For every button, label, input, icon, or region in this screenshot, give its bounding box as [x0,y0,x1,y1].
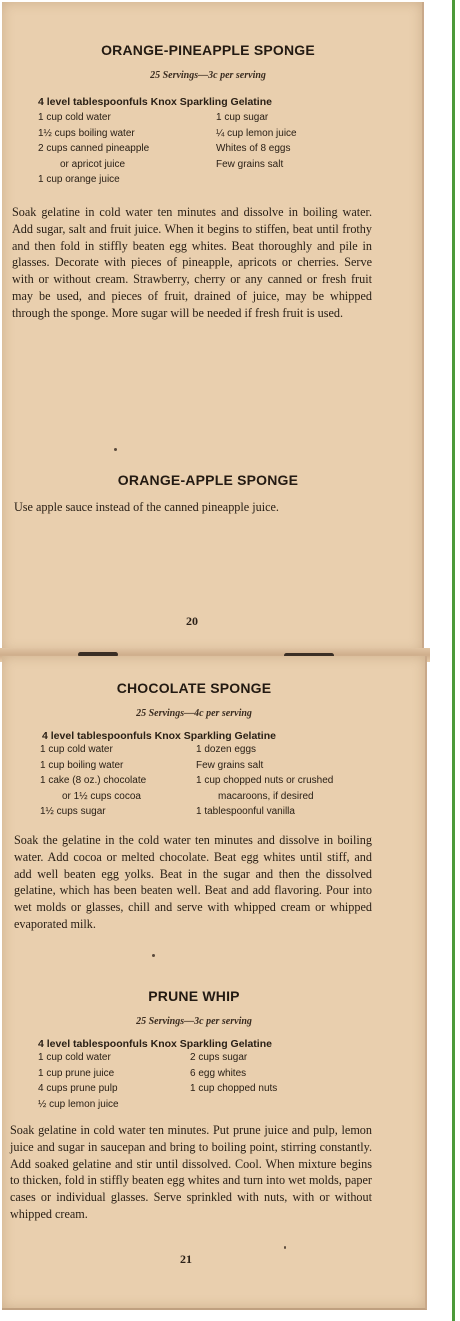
ingredient: 2 cups sugar [190,1052,248,1063]
ingredient: ¼ cup lemon juice [216,127,297,139]
page-number: 20 [186,614,198,628]
ingredient: Whites of 8 eggs [216,143,291,154]
ingredient: 6 egg whites [190,1067,247,1079]
ingredient: 1 cup prune juice [38,1067,115,1079]
page-20 [2,2,424,652]
speck [114,448,117,451]
ingredient: 1 cup sugar [216,112,269,123]
ingredient: ½ cup lemon juice [38,1098,119,1110]
ingredient: macaroons, if desired [218,790,314,802]
ingredient: 1 cup chopped nuts [190,1083,278,1094]
ingredient: 1½ cups boiling water [38,127,135,139]
ingredient: 1 cup cold water [38,1052,111,1063]
recipe-directions: Soak gelatine in cold water ten minutes. Put prune juice and pulp, lemon juice and sugar in saucepan and bring to boiling point, stirring constantly. Add soaked gelatine and stir until dissolved. Cool. When mixture begins to thicken, fold in stiffly beaten egg whites and turn into wet molds, paper cases or individual glasses. Serve sprinkled with nuts, with or without whipped cream. [10,1123,372,1221]
ingredient: 1½ cups sugar [40,806,106,817]
ingredients-left [40,742,146,820]
recipe-servings: 25 Servings—3c per serving [150,70,266,81]
ingredient: 1 cup chopped nuts or crushed [196,775,334,786]
ingredient: or apricot juice [60,158,126,170]
ingredients-right [216,110,297,172]
recipe-title: ORANGE-PINEAPPLE SPONGE [101,42,315,58]
gelatine-line: 4 level tablespoonfuls Knox Sparkling Gelatine [38,96,272,108]
speck [284,1246,286,1249]
recipe-servings: 25 Servings—4c per serving [136,708,252,719]
recipe-directions: Soak the gelatine in the cold water ten minutes and dissolve in boiling water. Add cocoa or melted chocolate. Beat egg whites until stiff, and add well beaten egg yolks. Beat in the sugar and then the dissolved gelatine, which has been beaten well. Beat and add flavoring. Pour into wet molds or glasses, chill and serve with whipped cream or whipped evaporated milk. [14,833,372,931]
speck [152,954,155,957]
border-rule [452,0,455,1321]
ingredient: 2 cups canned pineapple [38,143,150,154]
ingredient: Few grains salt [196,759,264,771]
ingredients-left [38,1050,119,1112]
recipe-title: PRUNE WHIP [148,988,240,1004]
page-number: 21 [180,1252,192,1266]
ingredients-right [190,1050,277,1097]
ingredient: 1 cup orange juice [38,174,120,185]
ingredient: Few grains salt [216,158,284,170]
recipe-title: CHOCOLATE SPONGE [116,680,272,696]
page-21 [2,656,427,1310]
recipe-directions: Use apple sauce instead of the canned pineapple juice. [14,500,279,514]
ingredient: 1 dozen eggs [196,744,257,755]
ingredient: 1 cup cold water [40,744,113,755]
recipe-directions: Soak gelatine in cold water ten minutes and dissolve in boiling water. Add sugar, salt and fruit juice. When it begins to stiffen, beat until frothy and then fold in stiffly beaten egg whites. Beat thoroughly and pile in glasses. Decorate with pieces of pineapple, apricots or cherries. Serve with or without cream. Strawberry, cherry or any canned or fresh fruit may be used, and pieces of fruit, drained of juice, may be whipped through the sponge. More sugar will be needed if fresh fruit is used. [12,205,372,320]
ingredient: 4 cups prune pulp [38,1083,118,1094]
ingredient: or 1½ cups cocoa [62,790,141,802]
gelatine-line: 4 level tablespoonfuls Knox Sparkling Gelatine [42,730,276,742]
gelatine-line: 4 level tablespoonfuls Knox Sparkling Gelatine [38,1038,272,1050]
ingredient: 1 cup boiling water [40,759,124,771]
recipe-title: ORANGE-APPLE SPONGE [117,472,299,488]
ingredients-left [38,110,149,188]
ingredient: 1 cup cold water [38,112,111,123]
ingredient: 1 cake (8 oz.) chocolate [40,775,147,786]
recipe-servings: 25 Servings—3c per serving [136,1016,252,1027]
ingredient: 1 tablespoonful vanilla [196,806,295,817]
ingredients-right [196,742,333,820]
